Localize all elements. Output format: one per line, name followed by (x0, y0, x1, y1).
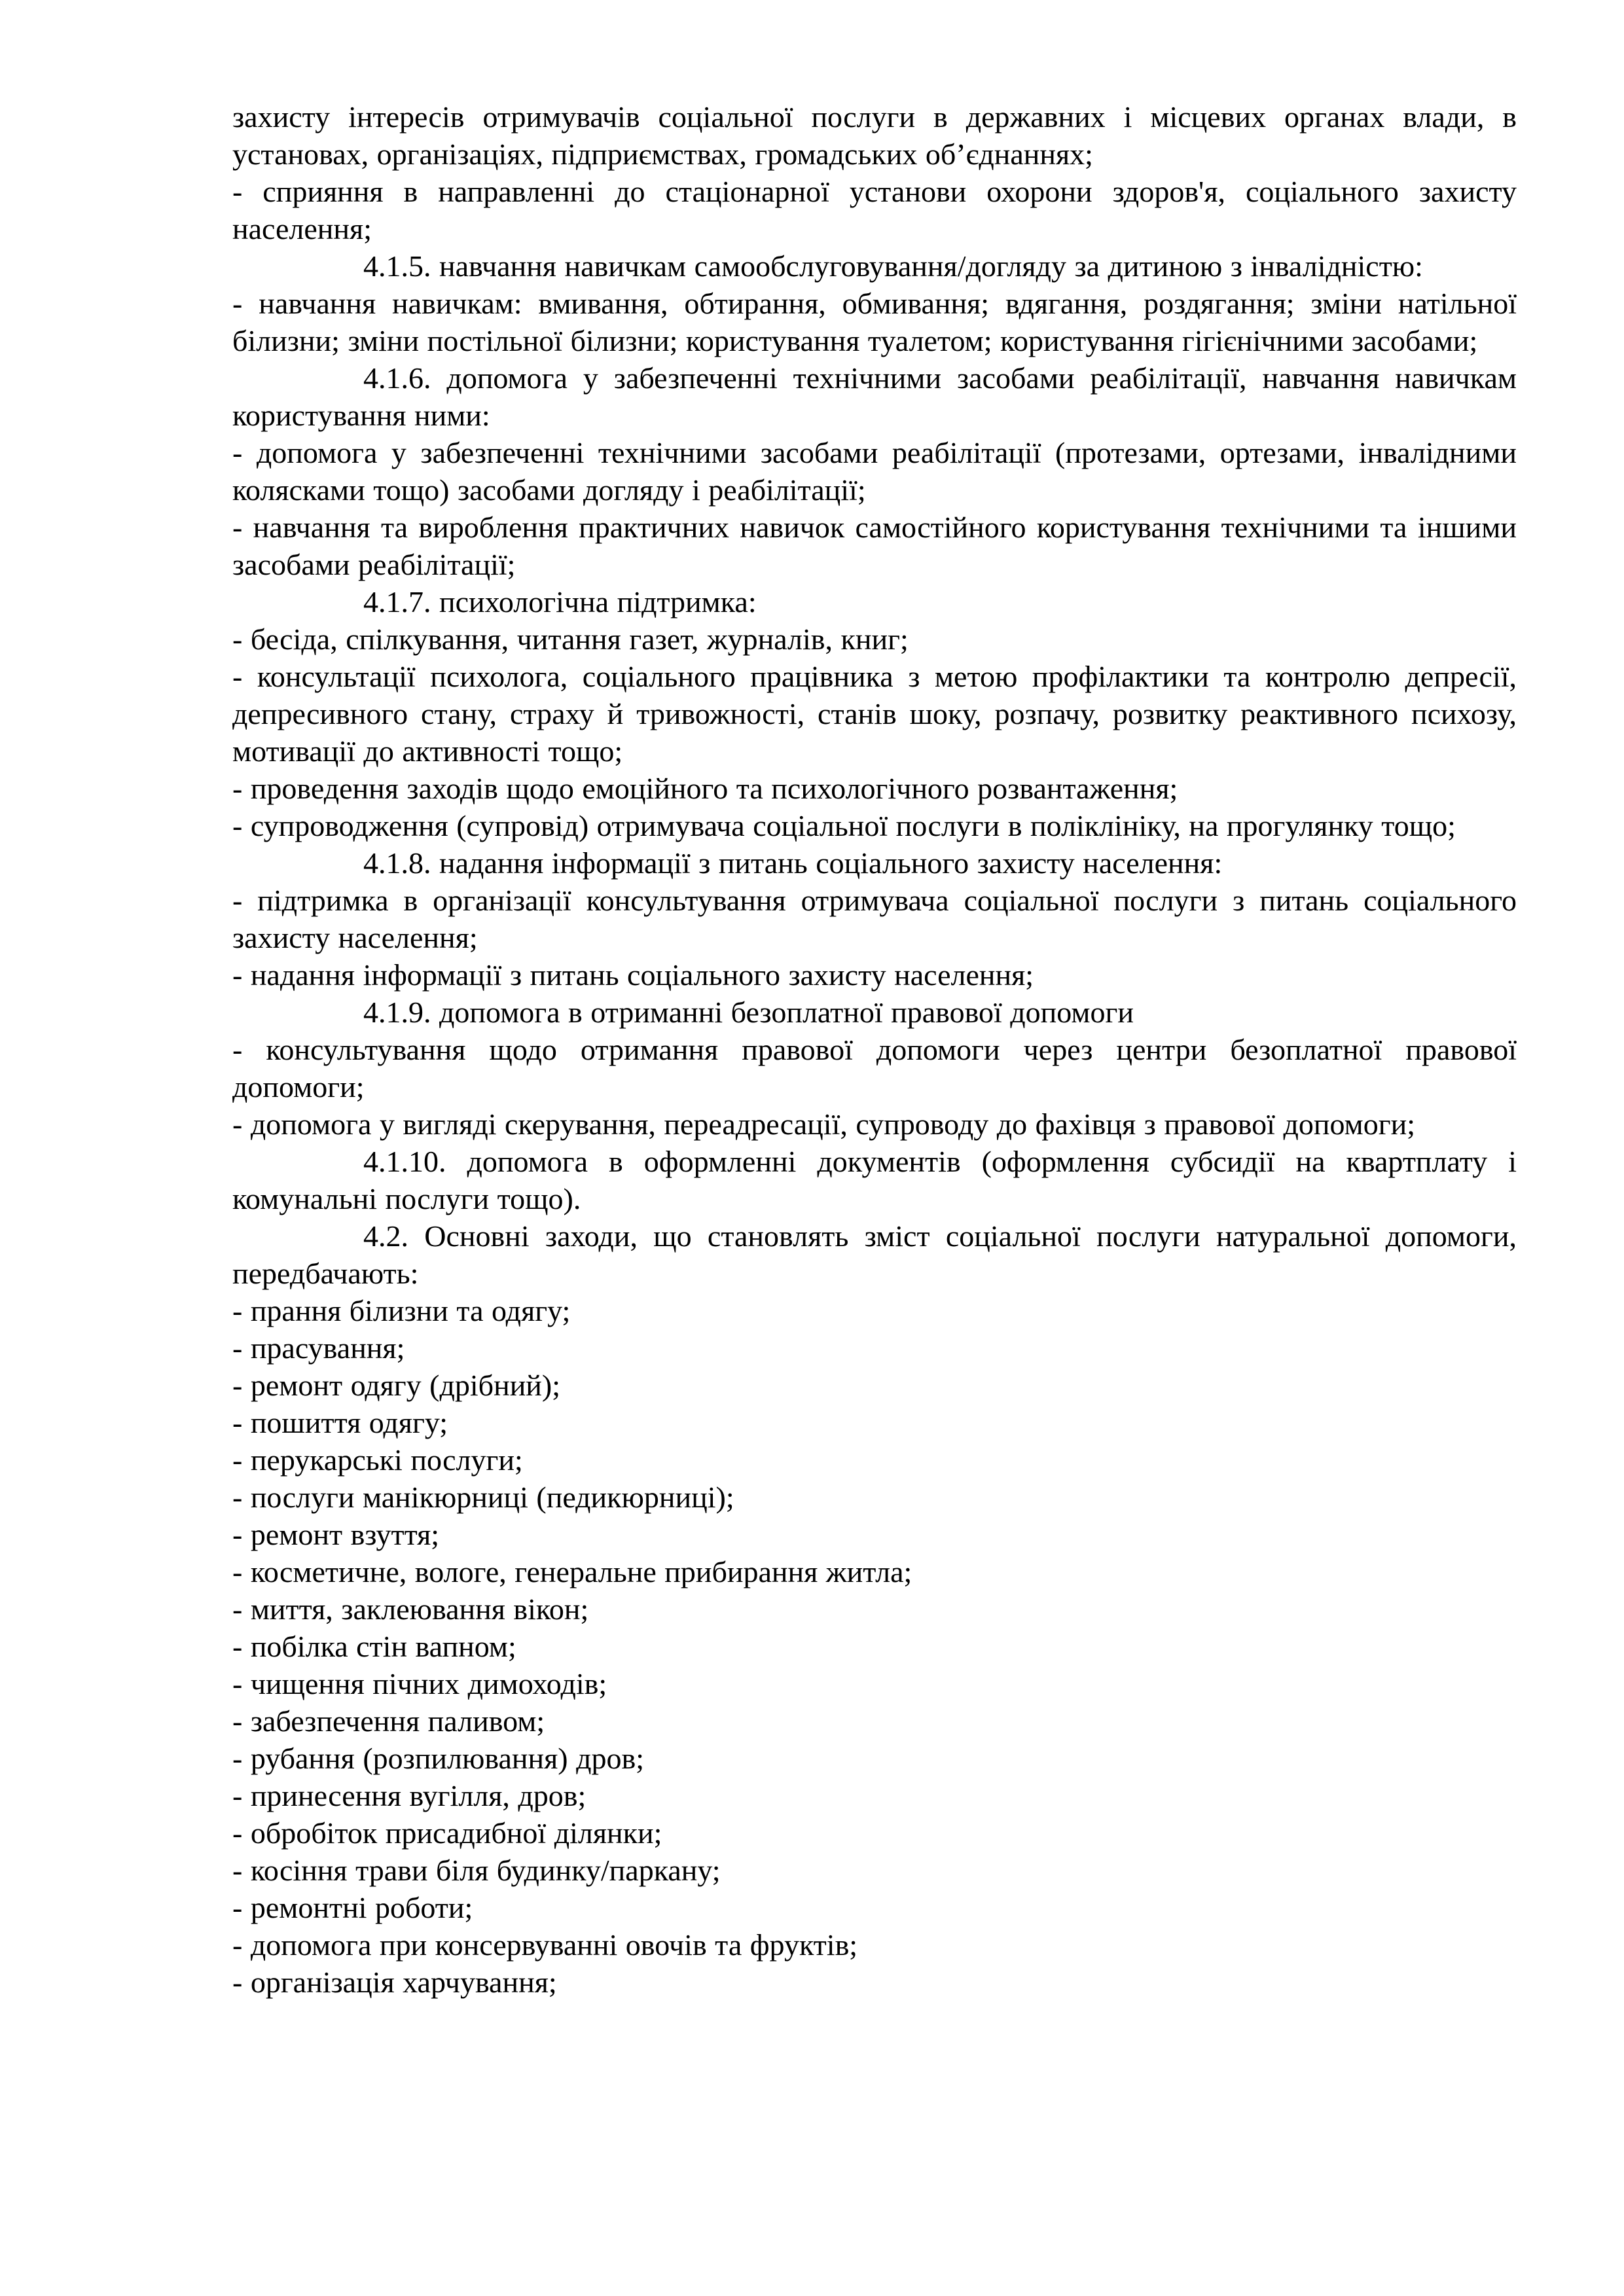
paragraph: 4.1.8. надання інформації з питань соціального захисту населення: (363, 846, 1223, 880)
paragraph: - консультування щодо отримання правової допомоги через центри безоплатної правової допомоги; (232, 1033, 1517, 1103)
paragraph: - консультації психолога, соціального працівника з метою профілактики та контролю депресії, депресивного стану, страху й тривожності, станів шоку, розпачу, розвитку реактивного психозу, мотивації до активності тощо; (232, 660, 1517, 768)
paragraph: - забезпечення паливом; (232, 1704, 545, 1738)
paragraph: 4.1.10. допомога в оформленні документів (оформлення субсидії на квартплату і комунальні послуги тощо). (232, 1145, 1517, 1215)
paragraph: - організація харчування; (232, 1965, 557, 1999)
paragraph: 4.1.7. психологічна підтримка: (363, 585, 757, 619)
paragraph: - послуги манікюрниці (педикюрниці); (232, 1480, 734, 1514)
paragraph: захисту інтересів отримувачів соціальної послуги в державних і місцевих органах влади, в установах, організаціях, підприємствах, громадських об’єднаннях; (232, 100, 1517, 171)
paragraph: - ремонт одягу (дрібний); (232, 1369, 561, 1402)
paragraph: - побілка стін вапном; (232, 1630, 516, 1663)
paragraph: - навчання та вироблення практичних навичок самостійного користування технічними та іншими засобами реабілітації; (232, 511, 1517, 581)
paragraph: - ремонт взуття; (232, 1518, 440, 1551)
paragraph: - навчання навичкам: вмивання, обтирання, обмивання; вдягання, роздягання; зміни натільної білизни; зміни постільної білизни; користування туалетом; користування гігієнічними засобами; (232, 287, 1517, 357)
paragraph: - сприяння в направленні до стаціонарної установи охорони здоров'я, соціального захисту населення; (232, 175, 1517, 245)
paragraph: - бесіда, спілкування, читання газет, журналів, книг; (232, 622, 909, 656)
paragraph: - прасування; (232, 1331, 405, 1365)
paragraph: - підтримка в організації консультування отримувача соціальної послуги з питань соціального захисту населення; (232, 884, 1517, 954)
paragraph: - косіння трави біля будинку/паркану; (232, 1854, 721, 1887)
paragraph: - обробіток присадибної ділянки; (232, 1816, 662, 1850)
paragraph: - чищення пічних димоходів; (232, 1667, 607, 1700)
paragraph: 4.1.9. допомога в отриманні безоплатної правової допомоги (363, 996, 1134, 1029)
paragraph: 4.2. Основні заходи, що становлять зміст соціальної послуги натуральної допомоги, передбачають: (232, 1219, 1517, 1290)
paragraph: 4.1.5. навчання навичкам самообслуговування/догляду за дитиною з інвалідністю: (363, 249, 1423, 283)
paragraph: - допомога у вигляді скерування, переадресації, супроводу до фахівця з правової допомоги; (232, 1107, 1415, 1141)
paragraph: - супроводження (супровід) отримувача соціальної послуги в поліклініку, на прогулянку тощо; (232, 809, 1456, 842)
paragraph: - косметичне, вологе, генеральне прибирання житла; (232, 1555, 912, 1588)
document-text-block (232, 98, 1517, 2001)
paragraph: - рубання (розпилювання) дров; (232, 1742, 645, 1775)
paragraph: - проведення заходів щодо емоційного та психологічного розвантаження; (232, 772, 1178, 805)
paragraph: - пошиття одягу; (232, 1406, 448, 1439)
paragraph: - допомога у забезпеченні технічними засобами реабілітації (протезами, ортезами, інвалідними колясками тощо) засобами догляду і реабілітації; (232, 436, 1517, 507)
paragraph: - миття, заклеювання вікон; (232, 1592, 589, 1626)
paragraph: - допомога при консервуванні овочів та фруктів; (232, 1928, 858, 1962)
paragraph: - принесення вугілля, дров; (232, 1779, 586, 1812)
paragraph: - прання білизни та одягу; (232, 1294, 571, 1327)
paragraph: - ремонтні роботи; (232, 1891, 473, 1924)
paragraph: 4.1.6. допомога у забезпеченні технічними засобами реабілітації, навчання навичкам користування ними: (232, 361, 1517, 432)
paragraph: - перукарські послуги; (232, 1443, 523, 1477)
paragraph: - надання інформації з питань соціального захисту населення; (232, 958, 1034, 992)
